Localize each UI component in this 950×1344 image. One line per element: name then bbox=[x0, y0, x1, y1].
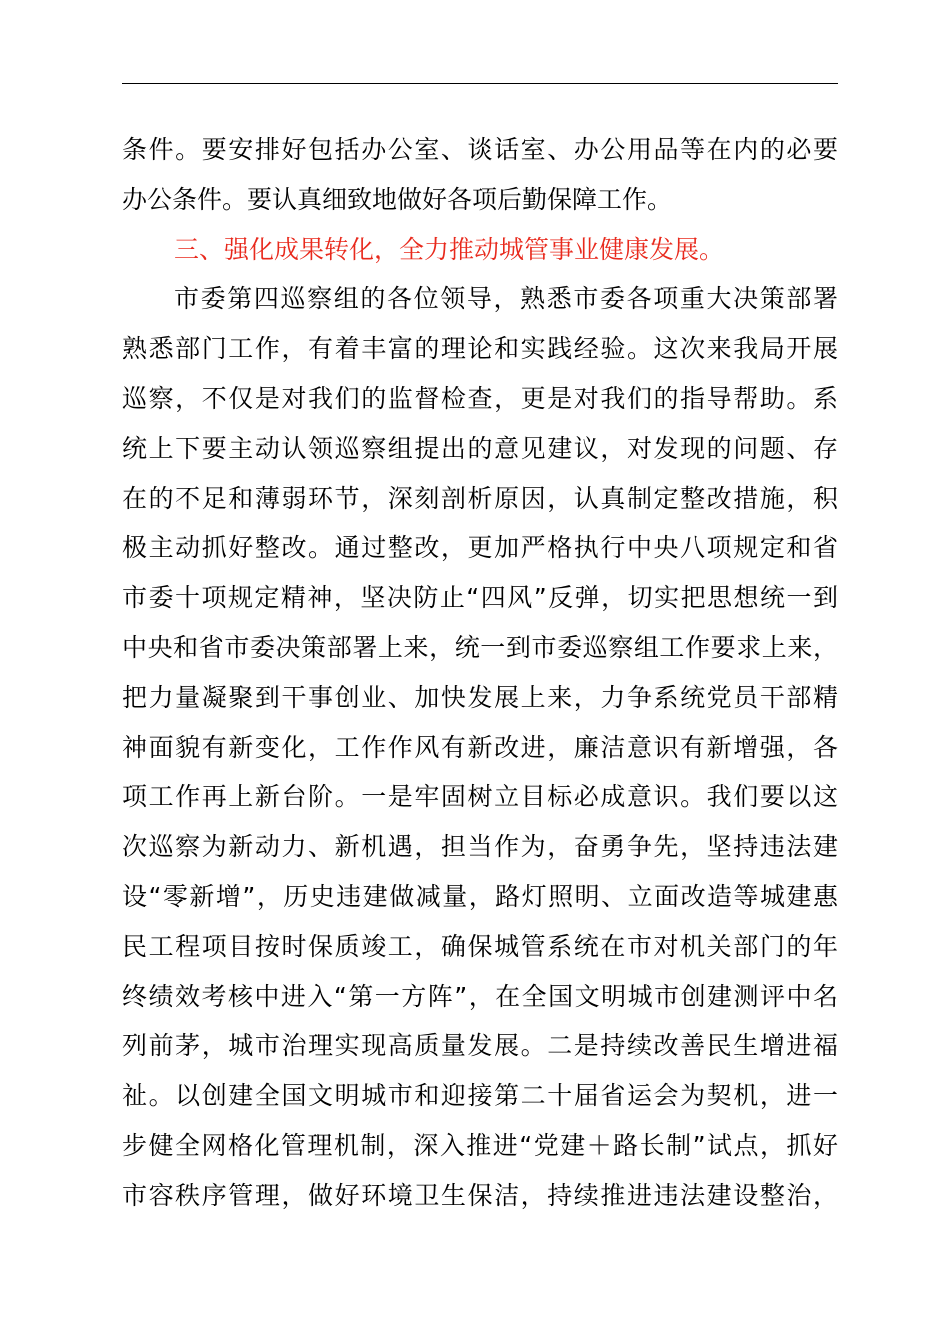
paragraph-line: 熟悉部门工作，有着丰富的理论和实践经验。这次来我局开展 bbox=[122, 334, 838, 364]
paragraph-line: 市委十项规定精神，坚决防止“四风”反弹，切实把思想统一到 bbox=[122, 583, 838, 613]
paragraph-line: 办公条件。要认真细致地做好各项后勤保障工作。 bbox=[122, 184, 673, 214]
paragraph-line: 条件。要安排好包括办公室、谈话室、办公用品等在内的必要 bbox=[122, 135, 838, 164]
paragraph-line: 神面貌有新变化，工作作风有新改进，廉洁意识有新增强，各 bbox=[122, 732, 838, 762]
header-rule bbox=[122, 83, 838, 84]
paragraph-line: 设“零新增”，历史违建做减量，路灯照明、立面改造等城建惠 bbox=[122, 881, 838, 911]
paragraph-line: 中央和省市委决策部署上来，统一到市委巡察组工作要求上来， bbox=[122, 632, 838, 662]
paragraph-line: 祉。以创建全国文明城市和迎接第二十届省运会为契机，进一 bbox=[122, 1081, 838, 1111]
paragraph-line: 次巡察为新动力、新机遇，担当作为，奋勇争先，坚持违法建 bbox=[122, 832, 838, 862]
paragraph-line: 统上下要主动认领巡察组提出的意见建议，对发现的问题、存 bbox=[122, 433, 838, 463]
paragraph-line: 列前茅，城市治理实现高质量发展。二是持续改善民生增进福 bbox=[122, 1031, 838, 1061]
paragraph-line: 市容秩序管理，做好环境卫生保洁，持续推进违法建设整治， bbox=[122, 1180, 838, 1210]
paragraph-line: 市委第四巡察组的各位领导，熟悉市委各项重大决策部署 bbox=[174, 284, 838, 314]
paragraph-line: 把力量凝聚到干事创业、加快发展上来，力争系统党员干部精 bbox=[122, 682, 838, 712]
paragraph-line: 极主动抓好整改。通过整改，更加严格执行中央八项规定和省 bbox=[122, 533, 838, 563]
document-body bbox=[122, 125, 838, 1221]
section-heading: 三、强化成果转化，全力推动城管事业健康发展。 bbox=[174, 234, 725, 264]
paragraph-line: 巡察，不仅是对我们的监督检查，更是对我们的指导帮助。系 bbox=[122, 383, 838, 413]
paragraph-line: 步健全网格化管理机制，深入推进“党建＋路长制”试点，抓好 bbox=[122, 1130, 838, 1160]
paragraph-line: 项工作再上新台阶。一是牢固树立目标必成意识。我们要以这 bbox=[122, 782, 838, 812]
paragraph-line: 民工程项目按时保质竣工，确保城管系统在市对机关部门的年 bbox=[122, 931, 838, 961]
paragraph-line: 在的不足和薄弱环节，深刻剖析原因，认真制定整改措施，积 bbox=[122, 483, 838, 513]
paragraph-line: 终绩效考核中进入“第一方阵”，在全国文明城市创建测评中名 bbox=[122, 981, 838, 1011]
